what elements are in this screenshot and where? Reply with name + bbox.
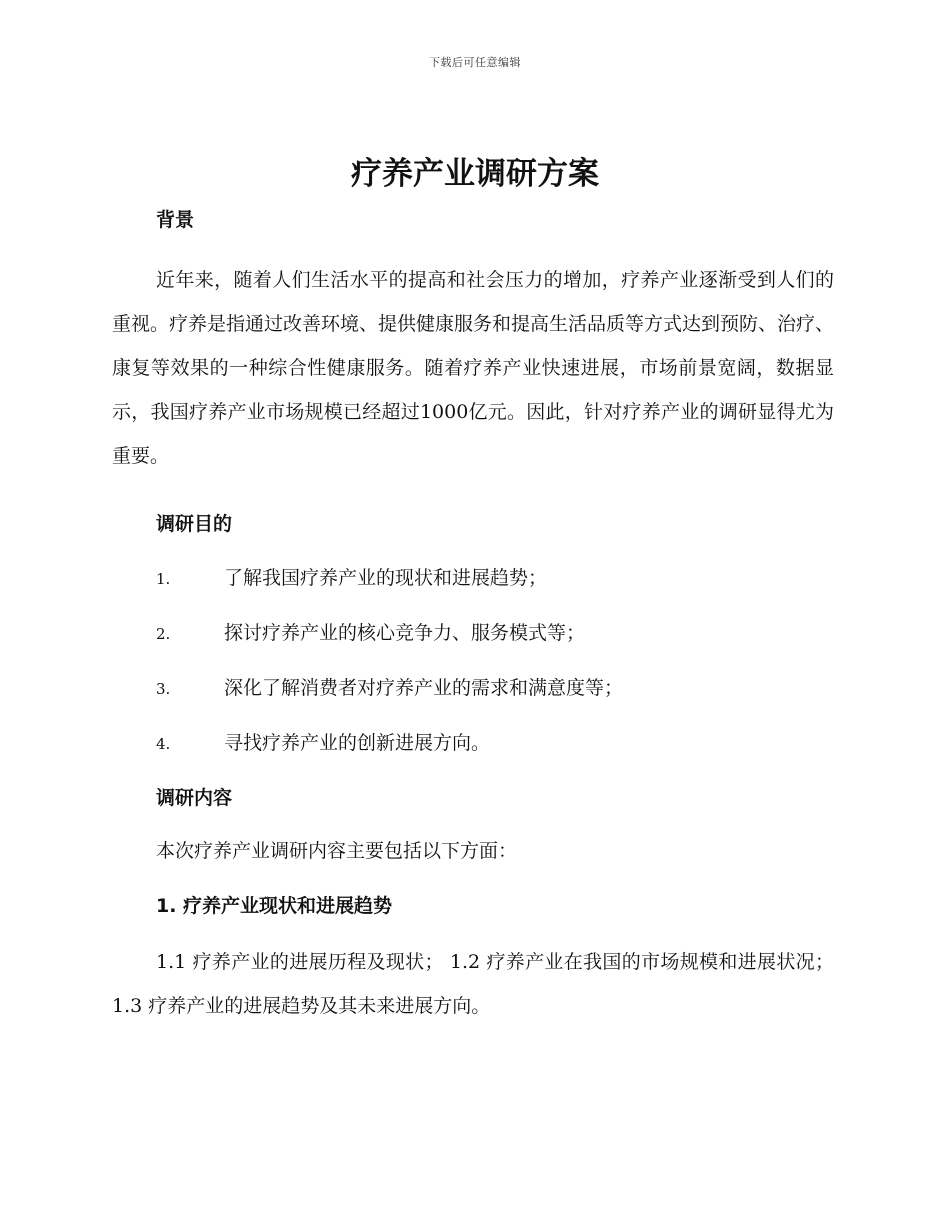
list-item xyxy=(112,672,834,704)
list-item xyxy=(112,617,834,649)
list-item-text: 寻找疗养产业的创新进展方向。 xyxy=(224,732,491,754)
subsection-paragraph: 1.1 疗养产业的进展历程及现状； 1.2 疗养产业在我国的市场规模和进展状况； 1.3 疗养产业的进展趋势及其未来进展方向。 xyxy=(112,951,834,1017)
content-intro-paragraph: 本次疗养产业调研内容主要包括以下方面： xyxy=(156,840,518,862)
page-header-note: 下载后可任意编辑 xyxy=(429,56,521,69)
list-item-number: 1. xyxy=(156,570,171,588)
background-paragraph: 近年来，随着人们生活水平的提高和社会压力的增加，疗养产业逐渐受到人们的重视。疗养是指通过改善环境、提供健康服务和提高生活品质等方式达到预防、治疗、康复等效果的一种综合性健康服务。随着疗养产业快速进展，市场前景宽阔，数据显示，我国疗养产业市场规模已经超过1000亿元。因此，针对疗养产业的调研显得尤为重要。 xyxy=(112,269,835,467)
purpose-list xyxy=(112,562,834,759)
list-item-text: 探讨疗养产业的核心竞争力、服务模式等； xyxy=(224,622,586,644)
list-item-number: 4. xyxy=(156,735,171,753)
list-item xyxy=(112,562,834,594)
section-heading-content: 调研内容 xyxy=(156,787,233,809)
list-item-text: 了解我国疗养产业的现状和进展趋势； xyxy=(224,567,548,589)
list-item-text: 深化了解消费者对疗养产业的需求和满意度等； xyxy=(224,677,624,699)
list-item-number: 2. xyxy=(156,625,171,643)
document-body xyxy=(112,200,834,1028)
section-heading-background: 背景 xyxy=(156,209,195,231)
document-title: 疗养产业调研方案 xyxy=(351,156,599,192)
section-heading-purpose: 调研目的 xyxy=(156,513,233,535)
list-item-number: 3. xyxy=(156,680,171,698)
list-item xyxy=(112,727,834,759)
subsection-heading-status-trends: 1. 疗养产业现状和进展趋势 xyxy=(156,895,393,917)
